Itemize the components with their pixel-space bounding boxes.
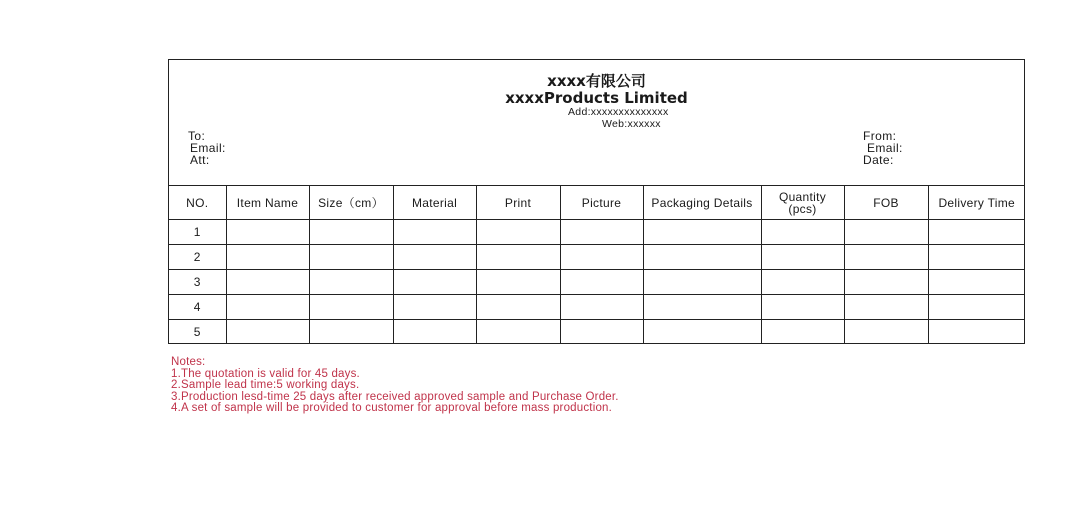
table-cell[interactable] (761, 295, 844, 320)
table-cell[interactable] (928, 295, 1025, 320)
note-item: 4.A set of sample will be provided to customer for approval before mass production. (171, 402, 613, 414)
table-cell[interactable] (226, 320, 309, 345)
date-field: Date: (863, 153, 894, 167)
table-body (169, 220, 1025, 345)
col-header-fob: FOB (844, 186, 928, 220)
table-cell[interactable] (928, 320, 1025, 345)
note-item: 2.Sample lead time:5 working days. (171, 379, 360, 391)
table-cell[interactable] (844, 245, 928, 270)
notes-section (171, 357, 619, 415)
quotation-table (169, 185, 1025, 344)
table-cell[interactable] (643, 270, 761, 295)
table-cell[interactable] (844, 220, 928, 245)
company-website: Web:xxxxxx (602, 118, 661, 130)
col-header-item-name: Item Name (226, 186, 309, 220)
table-cell[interactable] (643, 245, 761, 270)
col-header-material: Material (393, 186, 476, 220)
table-cell[interactable] (928, 270, 1025, 295)
quotation-sheet (168, 59, 1025, 344)
col-header-print: Print (476, 186, 560, 220)
row-number: 2 (169, 245, 226, 270)
table-cell[interactable] (309, 270, 393, 295)
table-cell[interactable] (393, 270, 476, 295)
to-field: To: (188, 129, 206, 143)
table-cell[interactable] (643, 295, 761, 320)
table-cell[interactable] (226, 270, 309, 295)
col-header-packaging-details: Packaging Details (643, 186, 761, 220)
table-cell[interactable] (476, 320, 560, 345)
company-name-chinese: xxxx有限公司 (547, 72, 646, 90)
col-header-picture: Picture (560, 186, 643, 220)
note-item: 1.The quotation is valid for 45 days. (171, 367, 360, 380)
table-cell[interactable] (393, 220, 476, 245)
table-cell[interactable] (761, 270, 844, 295)
customer-email-field: Email: (190, 141, 226, 155)
table-cell[interactable] (226, 220, 309, 245)
notes-title: Notes: (171, 356, 206, 368)
table-cell[interactable] (476, 220, 560, 245)
row-number: 5 (169, 320, 226, 345)
table-cell[interactable] (844, 320, 928, 345)
table-cell[interactable] (560, 245, 643, 270)
note-item: 3.Production lesd-time 25 days after received approved sample and Purchase Order. (171, 390, 619, 403)
table-row (169, 270, 1025, 295)
quantity-header-line2: (pcs) (788, 201, 817, 216)
table-cell[interactable] (560, 320, 643, 345)
table-cell[interactable] (928, 220, 1025, 245)
table-cell[interactable] (844, 270, 928, 295)
table-cell[interactable] (476, 295, 560, 320)
table-cell[interactable] (844, 295, 928, 320)
table-cell[interactable] (643, 220, 761, 245)
table-row (169, 320, 1025, 345)
from-field: From: (863, 129, 897, 143)
table-cell[interactable] (309, 295, 393, 320)
table-cell[interactable] (643, 320, 761, 345)
quantity-header-line1: Quantity (778, 189, 827, 204)
att-field: Att: (190, 153, 210, 167)
table-cell[interactable] (560, 295, 643, 320)
sender-email-field: Email: (867, 141, 903, 155)
table-row (169, 295, 1025, 320)
table-cell[interactable] (226, 245, 309, 270)
table-cell[interactable] (560, 270, 643, 295)
table-cell[interactable] (226, 295, 309, 320)
table-cell[interactable] (761, 245, 844, 270)
table-cell[interactable] (309, 220, 393, 245)
col-header-size: Size（cm） (309, 186, 393, 220)
table-cell[interactable] (560, 220, 643, 245)
company-name-english: xxxxProducts Limited (505, 89, 688, 107)
table-cell[interactable] (309, 245, 393, 270)
quotation-header (169, 60, 1024, 185)
table-cell[interactable] (393, 245, 476, 270)
col-header-quantity (761, 186, 844, 220)
table-cell[interactable] (309, 320, 393, 345)
company-address: Add:xxxxxxxxxxxxxx (568, 106, 669, 118)
table-cell[interactable] (393, 295, 476, 320)
col-header-delivery-time: Delivery Time (928, 186, 1025, 220)
row-number: 4 (169, 295, 226, 320)
table-cell[interactable] (476, 270, 560, 295)
table-cell[interactable] (761, 320, 844, 345)
row-number: 3 (169, 270, 226, 295)
table-cell[interactable] (476, 245, 560, 270)
table-cell[interactable] (928, 245, 1025, 270)
table-row (169, 245, 1025, 270)
table-row (169, 220, 1025, 245)
table-header-row (169, 186, 1025, 220)
col-header-no: NO. (169, 186, 226, 220)
table-cell[interactable] (761, 220, 844, 245)
row-number: 1 (169, 220, 226, 245)
table-cell[interactable] (393, 320, 476, 345)
